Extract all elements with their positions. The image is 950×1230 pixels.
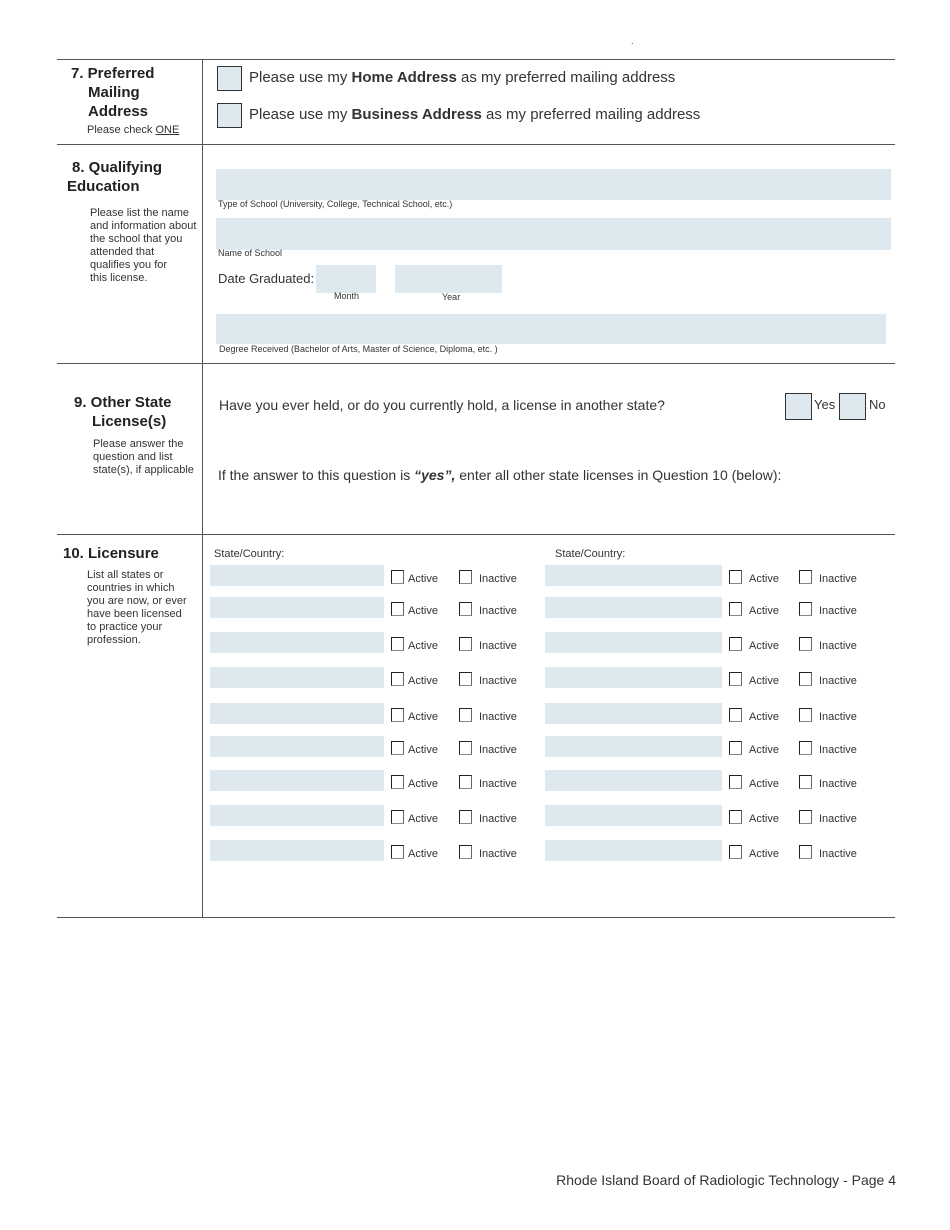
business-address-checkbox[interactable] (217, 103, 242, 128)
column-divider (202, 59, 203, 917)
active-checkbox-left-1[interactable] (391, 570, 404, 584)
active-label-right-9: Active (749, 848, 779, 860)
s7-title-line1: 7. Preferred (71, 65, 155, 82)
s7-title-line3: Address (88, 103, 149, 120)
state-country-input-left-4[interactable] (210, 667, 384, 688)
inactive-label-right-9: Inactive (819, 848, 857, 860)
s10-hint: List all states or countries in which you are now, or ever have been licensed to practice your profession. (87, 569, 187, 646)
grad-year-input[interactable] (395, 265, 502, 293)
active-checkbox-left-4[interactable] (391, 672, 404, 686)
rule-s9-s10 (57, 534, 895, 535)
active-label-right-7: Active (749, 778, 779, 790)
active-label-right-1: Active (749, 573, 779, 585)
page-footer: Rhode Island Board of Radiologic Technology - Page 4 (556, 1172, 896, 1188)
school-name-input[interactable] (216, 218, 891, 250)
home-address-checkbox[interactable] (217, 66, 242, 91)
s10-title: 10. Licensure (63, 545, 159, 562)
inactive-checkbox-left-5[interactable] (459, 708, 472, 722)
school-type-label: Type of School (University, College, Technical School, etc.) (218, 199, 453, 209)
state-country-input-left-8[interactable] (210, 805, 384, 826)
active-label-right-2: Active (749, 605, 779, 617)
active-label-left-6: Active (408, 744, 438, 756)
active-label-left-8: Active (408, 813, 438, 825)
inactive-label-left-2: Inactive (479, 605, 517, 617)
inactive-checkbox-left-6[interactable] (459, 741, 472, 755)
state-country-input-right-7[interactable] (545, 770, 722, 791)
school-type-input[interactable] (216, 169, 891, 200)
state-country-input-left-3[interactable] (210, 632, 384, 653)
active-label-left-5: Active (408, 711, 438, 723)
home-address-option-label: Please use my Home Address as my preferred mailing address (249, 69, 676, 86)
active-checkbox-right-6[interactable] (729, 741, 742, 755)
inactive-checkbox-left-2[interactable] (459, 602, 472, 616)
header-mark: . (631, 36, 634, 46)
inactive-label-left-6: Inactive (479, 744, 517, 756)
inactive-checkbox-left-9[interactable] (459, 845, 472, 859)
inactive-checkbox-left-4[interactable] (459, 672, 472, 686)
active-label-left-9: Active (408, 848, 438, 860)
no-label: No (869, 397, 886, 412)
active-label-left-2: Active (408, 605, 438, 617)
s8-title-line2: Education (67, 178, 140, 195)
other-state-question: Have you ever held, or do you currently hold, a license in another state? (219, 397, 665, 413)
col2-header: State/Country: (555, 548, 626, 560)
active-checkbox-right-1[interactable] (729, 570, 742, 584)
state-country-input-right-4[interactable] (545, 667, 722, 688)
inactive-label-left-5: Inactive (479, 711, 517, 723)
active-checkbox-left-9[interactable] (391, 845, 404, 859)
active-label-left-4: Active (408, 675, 438, 687)
active-checkbox-left-5[interactable] (391, 708, 404, 722)
inactive-checkbox-right-6[interactable] (799, 741, 812, 755)
active-checkbox-left-3[interactable] (391, 637, 404, 651)
active-label-right-8: Active (749, 813, 779, 825)
inactive-label-right-7: Inactive (819, 778, 857, 790)
inactive-label-left-7: Inactive (479, 778, 517, 790)
active-checkbox-right-2[interactable] (729, 602, 742, 616)
active-checkbox-left-8[interactable] (391, 810, 404, 824)
grad-month-input[interactable] (316, 265, 376, 293)
s8-hint: Please list the name and information about the school that you attended that qualifies you for this license. (90, 207, 197, 284)
inactive-checkbox-left-8[interactable] (459, 810, 472, 824)
inactive-label-right-1: Inactive (819, 573, 857, 585)
s9-hint: Please answer the question and list state(s), if applicable (93, 438, 194, 476)
rule-bottom (57, 917, 895, 918)
grad-year-label: Year (442, 292, 461, 302)
active-label-right-6: Active (749, 744, 779, 756)
business-address-option-label: Please use my Business Address as my preferred mailing address (249, 106, 701, 123)
state-country-input-left-7[interactable] (210, 770, 384, 791)
state-country-input-left-2[interactable] (210, 597, 384, 618)
inactive-label-right-4: Inactive (819, 675, 857, 687)
inactive-checkbox-left-3[interactable] (459, 637, 472, 651)
state-country-input-right-5[interactable] (545, 703, 722, 724)
inactive-label-left-8: Inactive (479, 813, 517, 825)
state-country-input-left-9[interactable] (210, 840, 384, 861)
inactive-label-left-3: Inactive (479, 640, 517, 652)
inactive-label-left-9: Inactive (479, 848, 517, 860)
inactive-checkbox-right-3[interactable] (799, 637, 812, 651)
state-country-input-right-3[interactable] (545, 632, 722, 653)
inactive-checkbox-right-5[interactable] (799, 708, 812, 722)
active-checkbox-left-6[interactable] (391, 741, 404, 755)
inactive-label-left-1: Inactive (479, 573, 517, 585)
active-label-left-3: Active (408, 640, 438, 652)
inactive-checkbox-right-7[interactable] (799, 775, 812, 789)
active-label-left-7: Active (408, 778, 438, 790)
active-checkbox-left-7[interactable] (391, 775, 404, 789)
school-name-label: Name of School (218, 248, 283, 258)
state-country-input-right-8[interactable] (545, 805, 722, 826)
state-country-input-right-6[interactable] (545, 736, 722, 757)
inactive-label-right-3: Inactive (819, 640, 857, 652)
state-country-input-right-2[interactable] (545, 597, 722, 618)
inactive-checkbox-right-1[interactable] (799, 570, 812, 584)
inactive-label-left-4: Inactive (479, 675, 517, 687)
s8-title-line1: 8. Qualifying (72, 159, 163, 176)
degree-label: Degree Received (Bachelor of Arts, Master of Science, Diploma, etc. ) (219, 344, 498, 354)
state-country-input-right-1[interactable] (545, 565, 722, 586)
active-checkbox-right-4[interactable] (729, 672, 742, 686)
active-label-right-5: Active (749, 711, 779, 723)
inactive-checkbox-right-2[interactable] (799, 602, 812, 616)
state-country-input-left-1[interactable] (210, 565, 384, 586)
inactive-label-right-2: Inactive (819, 605, 857, 617)
inactive-checkbox-left-7[interactable] (459, 775, 472, 789)
active-label-right-3: Active (749, 640, 779, 652)
inactive-label-right-6: Inactive (819, 744, 857, 756)
yes-checkbox[interactable] (785, 393, 812, 420)
active-checkbox-right-7[interactable] (729, 775, 742, 789)
s9-title-line2: License(s) (92, 413, 167, 430)
rule-top (57, 59, 895, 60)
s7-title-line2: Mailing (88, 84, 140, 101)
inactive-checkbox-right-9[interactable] (799, 845, 812, 859)
s9-title-line1: 9. Other State (74, 394, 172, 411)
inactive-checkbox-left-1[interactable] (459, 570, 472, 584)
inactive-checkbox-right-4[interactable] (799, 672, 812, 686)
inactive-label-right-8: Inactive (819, 813, 857, 825)
no-checkbox[interactable] (839, 393, 866, 420)
grad-month-label: Month (334, 291, 360, 301)
degree-input[interactable] (216, 314, 886, 344)
active-checkbox-right-5[interactable] (729, 708, 742, 722)
state-country-input-left-5[interactable] (210, 703, 384, 724)
inactive-label-right-5: Inactive (819, 711, 857, 723)
active-checkbox-left-2[interactable] (391, 602, 404, 616)
inactive-checkbox-right-8[interactable] (799, 810, 812, 824)
col1-header: State/Country: (214, 548, 285, 560)
state-country-input-left-6[interactable] (210, 736, 384, 757)
other-state-note: If the answer to this question is “yes”, enter all other state licenses in Question 10 (below): (218, 467, 782, 483)
rule-s7-s8 (57, 144, 895, 145)
state-country-input-right-9[interactable] (545, 840, 722, 861)
active-checkbox-right-8[interactable] (729, 810, 742, 824)
s7-hint: Please check ONE (87, 124, 180, 136)
active-label-left-1: Active (408, 573, 438, 585)
yes-label: Yes (814, 397, 836, 412)
active-label-right-4: Active (749, 675, 779, 687)
active-checkbox-right-3[interactable] (729, 637, 742, 651)
date-graduated-label: Date Graduated: (218, 271, 315, 286)
active-checkbox-right-9[interactable] (729, 845, 742, 859)
rule-s8-s9 (57, 363, 895, 364)
